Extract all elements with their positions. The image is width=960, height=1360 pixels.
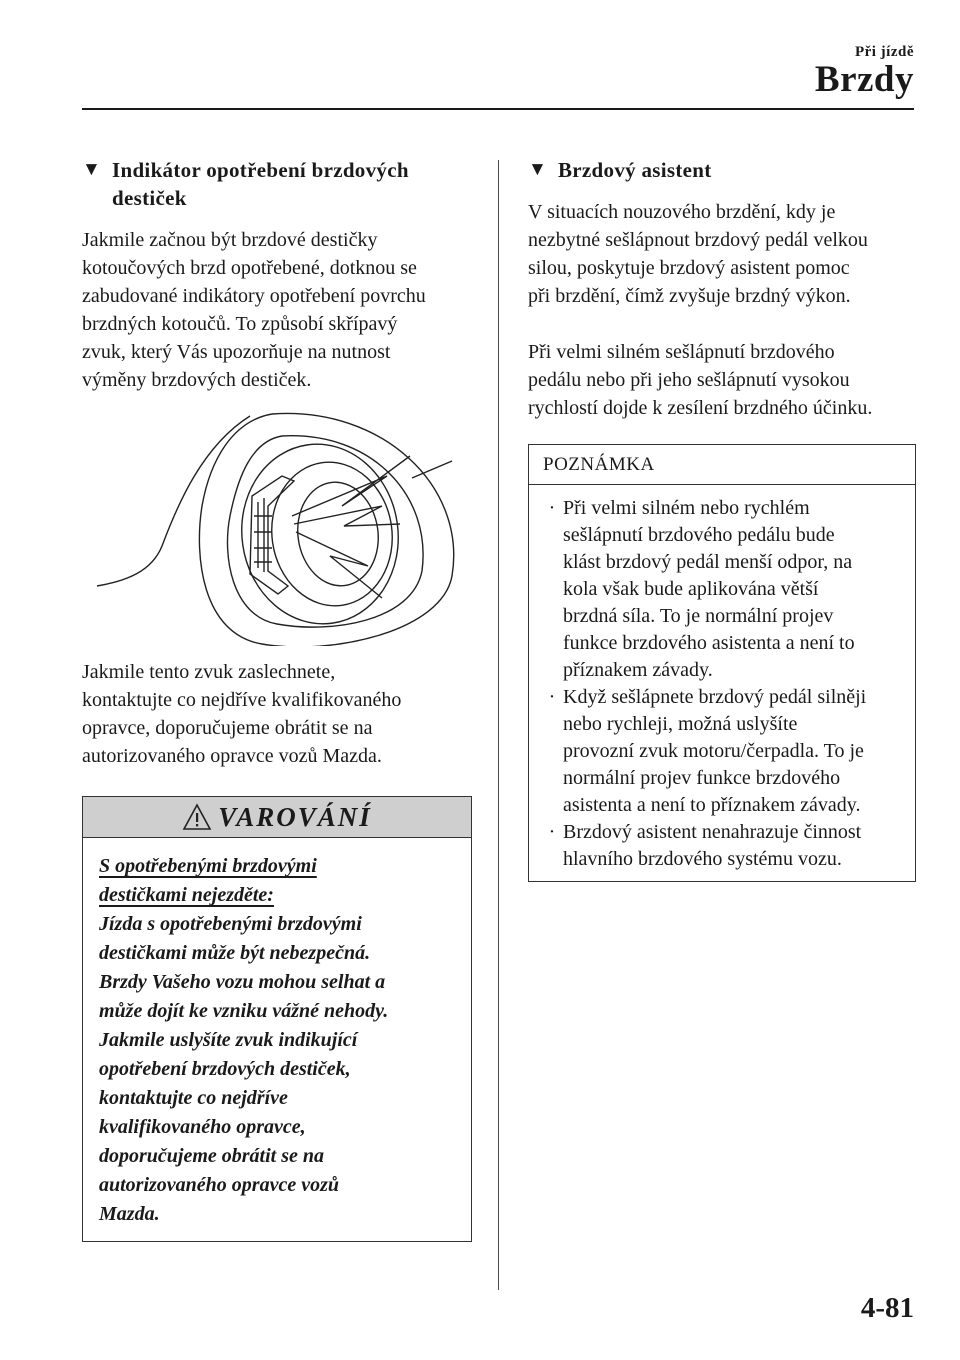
heading-text: Indikátor opotřebení brzdových destiček xyxy=(112,158,409,210)
brake-pad-indicator-heading xyxy=(82,156,472,212)
note-text: Při velmi silném nebo rychlém sešlápnutí brzdového pedálu bude klást brzdový pedál menší odpor, na kola však bude aplikována větší brzdná síla. To je normální projev funkce brzdového asistenta a není to příznakem závady. xyxy=(563,497,855,681)
warning-box xyxy=(82,796,472,1242)
list-item xyxy=(541,495,905,684)
section-title: Při jízdě xyxy=(854,44,914,60)
note-box xyxy=(528,444,916,882)
note-body xyxy=(529,485,915,881)
triangle-down-icon: ▼ xyxy=(82,159,102,180)
left-column xyxy=(82,156,472,1242)
list-item xyxy=(541,819,905,873)
brake-disc-drawing xyxy=(82,406,472,646)
bullet-icon: · xyxy=(548,686,556,708)
list-item xyxy=(541,684,905,819)
warning-body xyxy=(83,838,471,1241)
contact-paragraph: Jakmile tento zvuk zaslechnete, kontaktujte co nejdříve kvalifikovaného opravce, doporučujeme obrátit se na autorizovaného opravce vozů Mazda. xyxy=(82,661,402,767)
warning-header xyxy=(83,797,471,838)
header-rule xyxy=(82,108,914,110)
triangle-down-icon: ▼ xyxy=(528,159,548,180)
note-label: POZNÁMKA xyxy=(529,445,915,485)
note-text: Brzdový asistent nenahrazuje činnost hlavního brzdového systému vozu. xyxy=(563,821,862,870)
warning-triangle-icon xyxy=(182,803,212,831)
warning-text: Jízda s opotřebenými brzdovými destičkami může být nebezpečná. Brzdy Vašeho vozu mohou selhat a může dojít ke vzniku vážné nehody. Jakmile uslyšíte zvuk indikující opotřebení brzdových destiček, kontaktujte co nejdříve kvalifikovaného opravce, doporučujeme obrátit se na autorizovaného opravce vozů Mazda. xyxy=(99,913,389,1225)
brake-assist-paragraph-2: Při velmi silném sešlápnutí brzdového pedálu nebo při jeho sešlápnutí vysokou rychlostí dojde k zesílení brzdného účinku. xyxy=(528,341,873,419)
bullet-icon: · xyxy=(548,497,556,519)
warning-label: VAROVÁNÍ xyxy=(218,801,372,832)
heading-text: Brzdový asistent xyxy=(558,158,712,182)
brake-assist-paragraph-1: V situacích nouzového brzdění, kdy je nezbytné sešlápnout brzdový pedál velkou silou, poskytuje brzdový asistent pomoc při brzdění, čímž zvyšuje brzdný výkon. xyxy=(528,201,868,307)
column-divider xyxy=(498,160,499,1290)
warning-title: S opotřebenými brzdovými destičkami nejezděte: xyxy=(99,855,317,906)
intro-paragraph: Jakmile začnou být brzdové destičky kotoučových brzd opotřebené, dotknou se zabudované indikátory opotřebení povrchu brzdných kotoučů. To způsobí skřípavý zvuk, který Vás upozorňuje na nutnost výměny brzdových destiček. xyxy=(82,229,426,391)
note-text: Když sešlápnete brzdový pedál silněji nebo rychleji, možná uslyšíte provozní zvuk motoru/čerpadla. To je normální projev funkce brzdového asistenta a není to příznakem závady. xyxy=(563,686,867,816)
chapter-title: Brzdy xyxy=(814,59,914,100)
bullet-icon: · xyxy=(548,821,556,843)
right-column xyxy=(528,156,916,882)
page-number: 4-81 xyxy=(860,1292,914,1324)
brake-disc-illustration xyxy=(82,406,472,646)
brake-assist-heading xyxy=(528,156,916,184)
